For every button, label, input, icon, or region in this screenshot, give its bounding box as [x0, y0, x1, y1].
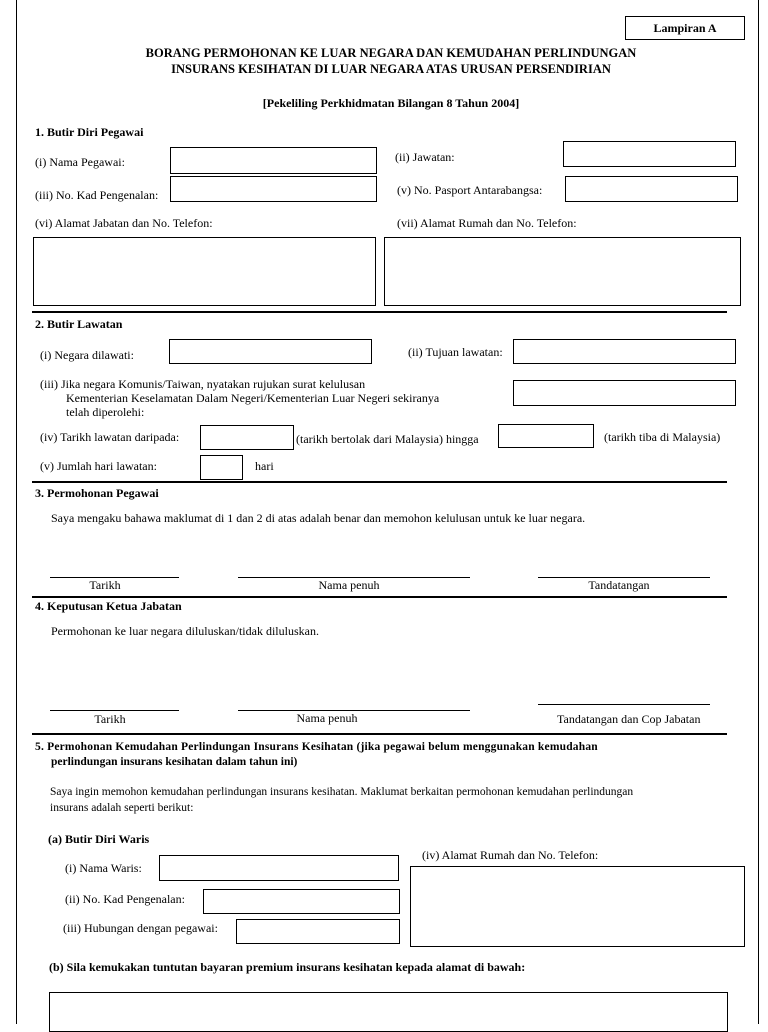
s4-tandatangan-label: Tandatangan dan Cop Jabatan [557, 712, 701, 726]
bertolak-label: (tarikh bertolak dari Malaysia) hingga [296, 432, 479, 446]
alamat-jabatan-label: (vi) Alamat Jabatan dan No. Telefon: [35, 216, 213, 230]
alamat-rumah-field[interactable] [384, 237, 741, 306]
jawatan-field[interactable] [563, 141, 736, 167]
section5-text-line1: Saya ingin memohon kemudahan perlindungan insurans kesihatan. Maklumat berkaitan permohonan kemudahan perlindungan [50, 786, 634, 798]
tarikh-lawatan-label: (iv) Tarikh lawatan daripada: [40, 430, 180, 444]
pasport-field[interactable] [565, 176, 738, 202]
alamat-tuntutan-field[interactable] [49, 992, 728, 1032]
alamat-waris-field[interactable] [410, 866, 745, 947]
nama-waris-label: (i) Nama Waris: [65, 861, 142, 875]
section4-heading: 4. Keputusan Ketua Jabatan [35, 599, 182, 613]
section1-heading: 1. Butir Diri Pegawai [35, 125, 144, 139]
divider-4 [32, 733, 727, 735]
section4-decision: Permohonan ke luar negara diluluskan/tidak diluluskan. [51, 624, 319, 638]
tarikh-bertolak-field[interactable] [200, 425, 294, 450]
kad-pengenalan-label: (iii) No. Kad Pengenalan: [35, 188, 159, 202]
circular-reference: [Pekeliling Perkhidmatan Bilangan 8 Tahun 2004] [262, 96, 520, 110]
hubungan-field[interactable] [236, 919, 400, 944]
s4-tarikh-label: Tarikh [94, 712, 126, 726]
alamat-rumah-label: (vii) Alamat Rumah dan No. Telefon: [397, 216, 577, 230]
kad-pengenalan-field[interactable] [170, 176, 377, 202]
jawatan-label: (ii) Jawatan: [395, 150, 455, 164]
section5-heading-line2: perlindungan insurans kesihatan dalam tahun ini) [51, 756, 298, 768]
section5-text-line2: insurans adalah seperti berikut: [50, 802, 194, 814]
kad-waris-label: (ii) No. Kad Pengenalan: [65, 892, 185, 906]
jumlah-hari-label: (v) Jumlah hari lawatan: [40, 459, 157, 473]
s3-tarikh-label: Tarikh [89, 578, 121, 592]
waris-heading: (a) Butir Diri Waris [48, 832, 150, 846]
s4-tarikh-line [50, 710, 179, 711]
alamat-jabatan-field[interactable] [33, 237, 376, 306]
s3-nama-label: Nama penuh [318, 578, 380, 592]
hubungan-label: (iii) Hubungan dengan pegawai: [63, 921, 218, 935]
nama-waris-field[interactable] [159, 855, 399, 881]
nama-pegawai-label: (i) Nama Pegawai: [35, 155, 125, 169]
s4-nama-label: Nama penuh [296, 711, 358, 725]
tiba-label: (tarikh tiba di Malaysia) [604, 430, 721, 444]
hari-label: hari [255, 459, 274, 473]
tuntutan-heading: (b) Sila kemukakan tuntutan bayaran premium insurans kesihatan kepada alamat di bawah: [49, 960, 526, 974]
tarikh-tiba-field[interactable] [498, 424, 594, 448]
kad-waris-field[interactable] [203, 889, 400, 914]
komunis-label-3: telah diperolehi: [66, 405, 145, 419]
komunis-label-1: (iii) Jika negara Komunis/Taiwan, nyatakan rujukan surat kelulusan [40, 377, 366, 391]
tujuan-label: (ii) Tujuan lawatan: [408, 345, 503, 359]
komunis-label-2: Kementerian Keselamatan Dalam Negeri/Kementerian Luar Negeri sekiranya [66, 391, 440, 405]
negara-label: (i) Negara dilawati: [40, 348, 134, 362]
form-title-line1: BORANG PERMOHONAN KE LUAR NEGARA DAN KEMUDAHAN PERLINDUNGAN [145, 46, 637, 60]
alamat-waris-label: (iv) Alamat Rumah dan No. Telefon: [422, 848, 599, 862]
divider-1 [32, 311, 727, 313]
form-title-line2: INSURANS KESIHATAN DI LUAR NEGARA ATAS URUSAN PERSENDIRIAN [171, 62, 611, 76]
nama-pegawai-field[interactable] [170, 147, 377, 174]
pasport-label: (v) No. Pasport Antarabangsa: [397, 183, 543, 197]
tujuan-field[interactable] [513, 339, 736, 364]
section5-heading-line1: 5. Permohonan Kemudahan Perlindungan Insurans Kesihatan (jika pegawai belum menggunakan kemudahan [35, 741, 598, 753]
s3-tandatangan-label: Tandatangan [588, 578, 650, 592]
lampiran-label: Lampiran A [653, 21, 717, 35]
section2-heading: 2. Butir Lawatan [35, 317, 123, 331]
rujukan-surat-field[interactable] [513, 380, 736, 406]
section3-heading: 3. Permohonan Pegawai [35, 486, 159, 500]
divider-3 [32, 596, 727, 598]
divider-2 [32, 481, 727, 483]
s4-tandatangan-line [538, 704, 710, 705]
negara-field[interactable] [169, 339, 372, 364]
section3-declaration: Saya mengaku bahawa maklumat di 1 dan 2 di atas adalah benar dan memohon kelulusan untuk ke luar negara. [51, 511, 586, 525]
jumlah-hari-field[interactable] [200, 455, 243, 480]
